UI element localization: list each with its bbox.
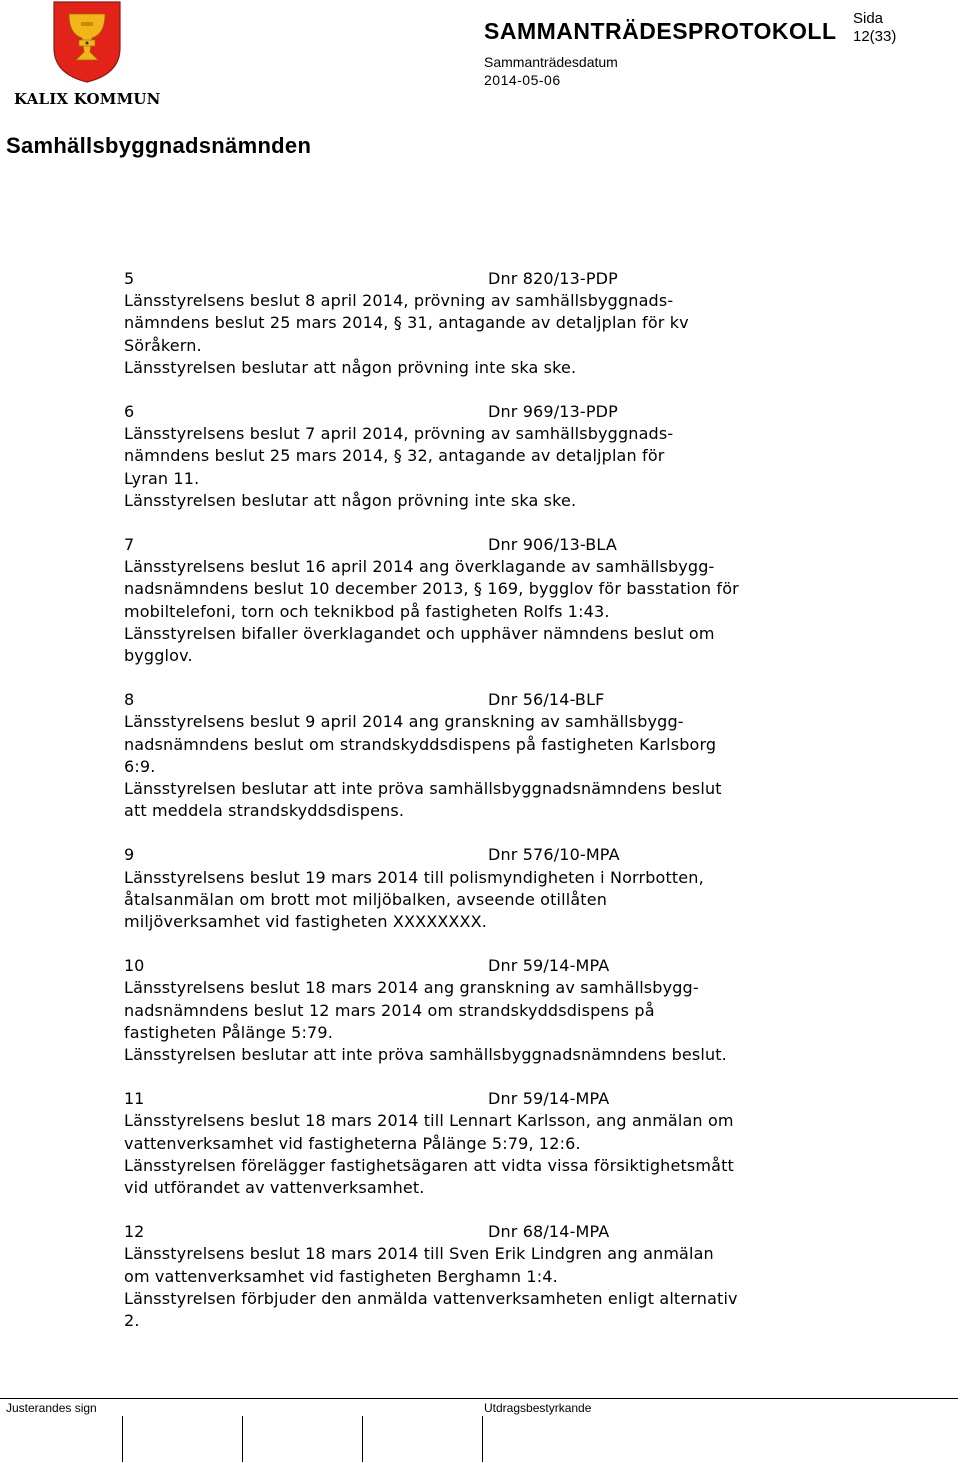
item-text-line: fastigheten Pålänge 5:79. (124, 1022, 333, 1042)
decision-item-header (124, 1088, 834, 1110)
item-number: 5 (124, 269, 135, 288)
signature-footer (0, 1398, 960, 1463)
item-text-line: nadsnämndens beslut 10 december 2013, § 169, bygglov för basstation för (124, 579, 739, 599)
decision-item (124, 689, 834, 822)
decision-item (124, 1088, 834, 1199)
case-number: Dnr 68/14-MPA (488, 1222, 610, 1242)
item-text-line: Länsstyrelsens beslut 9 april 2014 ang granskning av samhällsbygg- (124, 712, 684, 732)
item-text-line: Länsstyrelsen förelägger fastighetsägaren att vidta vissa försiktighetsmått (124, 1155, 734, 1175)
item-text-line: nämndens beslut 25 mars 2014, § 31, antagande av detaljplan för kv (124, 313, 689, 333)
coat-of-arms-icon (52, 0, 122, 84)
item-text-line: Länsstyrelsens beslut 18 mars 2014 till Sven Erik Lindgren ang anmälan (124, 1244, 714, 1264)
decision-item (124, 268, 834, 379)
item-text-line: bygglov. (124, 646, 193, 665)
decision-item-header (124, 955, 834, 977)
item-text-line: Söråkern. (124, 335, 202, 355)
sign-label: Justerandes sign (6, 1401, 97, 1415)
page-label: Sida (853, 10, 884, 27)
item-text-line: vid utförandet av vattenverksamhet. (124, 1178, 425, 1197)
certification-label: Utdragsbestyrkande (484, 1401, 592, 1415)
decision-item-header (124, 844, 834, 866)
signature-box-divider (122, 1416, 123, 1462)
item-text-line: 6:9. (124, 756, 156, 776)
item-text-line: mobiltelefoni, torn och teknikbod på fastigheten Rolfs 1:43. (124, 601, 610, 621)
item-text-line: Länsstyrelsen beslutar att inte pröva samhällsbyggnadsnämndens beslut. (124, 1045, 727, 1064)
item-number: 7 (124, 535, 135, 554)
item-text-line: 2. (124, 1311, 140, 1330)
decision-item (124, 844, 834, 933)
item-text-line: åtalsanmälan om brott mot miljöbalken, avseende otillåten (124, 889, 607, 909)
case-number: Dnr 576/10-MPA (488, 845, 620, 865)
decision-item-header (124, 534, 834, 556)
item-text-line: Länsstyrelsens beslut 8 april 2014, prövning av samhällsbyggnads- (124, 291, 674, 311)
case-number: Dnr 59/14-MPA (488, 956, 610, 976)
item-text-line: Länsstyrelsen beslutar att inte pröva samhällsbyggnadsnämndens beslut (124, 779, 722, 798)
item-text-line: Länsstyrelsens beslut 18 mars 2014 ang granskning av samhällsbygg- (124, 978, 699, 998)
item-text-line: Länsstyrelsens beslut 18 mars 2014 till Lennart Karlsson, ang anmälan om (124, 1111, 734, 1131)
decision-item (124, 534, 834, 667)
item-number: 6 (124, 402, 135, 421)
decision-item (124, 955, 834, 1066)
item-number: 10 (124, 956, 145, 976)
committee-name: Samhällsbyggnadsnämnden (6, 133, 312, 158)
decision-item (124, 401, 834, 512)
meeting-date: 2014-05-06 (484, 72, 561, 88)
item-number: 9 (124, 845, 135, 865)
kalix-kommun-logo (14, 0, 160, 112)
item-text-line: vattenverksamhet vid fastigheterna Pålänge 5:79, 12:6. (124, 1133, 581, 1153)
decision-item (124, 1221, 834, 1332)
item-text-line: Länsstyrelsens beslut 16 april 2014 ang överklagande av samhällsbygg- (124, 557, 715, 577)
item-text-line: Lyran 11. (124, 468, 200, 488)
item-number: 12 (124, 1222, 145, 1242)
item-text-line: Länsstyrelsens beslut 7 april 2014, prövning av samhällsbyggnads- (124, 424, 674, 444)
item-number: 11 (124, 1089, 145, 1109)
item-text-line: om vattenverksamhet vid fastigheten Berghamn 1:4. (124, 1266, 558, 1286)
document-title: SAMMANTRÄDESPROTOKOLL (484, 18, 837, 44)
case-number: Dnr 820/13-PDP (488, 269, 618, 288)
item-text-line: nadsnämndens beslut om strandskyddsdispens på fastigheten Karlsborg (124, 734, 717, 754)
meeting-date-label: Sammanträdesdatum (484, 54, 618, 70)
item-text-line: nadsnämndens beslut 12 mars 2014 om strandskyddsdispens på (124, 1000, 655, 1020)
decision-list (124, 268, 834, 1354)
item-text-line: att meddela strandskyddsdispens. (124, 801, 405, 821)
case-number: Dnr 59/14-MPA (488, 1089, 610, 1109)
decision-item-header (124, 1221, 834, 1243)
item-number: 8 (124, 690, 135, 710)
item-text-line: Länsstyrelsen förbjuder den anmälda vattenverksamheten enligt alternativ (124, 1288, 738, 1308)
case-number: Dnr 56/14-BLF (488, 690, 605, 710)
footer-divider (0, 1398, 958, 1399)
item-text-line: miljöverksamhet vid fastigheten XXXXXXXX. (124, 912, 487, 931)
signature-box-divider (362, 1416, 363, 1462)
case-number: Dnr 969/13-PDP (488, 402, 618, 421)
item-text-line: Länsstyrelsen beslutar att någon prövning inte ska ske. (124, 490, 577, 510)
decision-item-header (124, 689, 834, 711)
decision-item-header (124, 268, 834, 290)
item-text-line: Länsstyrelsens beslut 19 mars 2014 till polismyndigheten i Norrbotten, (124, 867, 704, 887)
item-text-line: Länsstyrelsen beslutar att någon prövning inte ska ske. (124, 357, 577, 377)
decision-item-header (124, 401, 834, 423)
case-number: Dnr 906/13-BLA (488, 535, 617, 554)
page-number: 12(33) (853, 28, 897, 45)
logo-text: KALIX KOMMUN (14, 90, 161, 108)
item-text-line: Länsstyrelsen bifaller överklagandet och upphäver nämndens beslut om (124, 623, 715, 643)
item-text-line: nämndens beslut 25 mars 2014, § 32, antagande av detaljplan för (124, 446, 665, 466)
signature-box-divider (242, 1416, 243, 1462)
signature-box-divider (482, 1416, 483, 1462)
